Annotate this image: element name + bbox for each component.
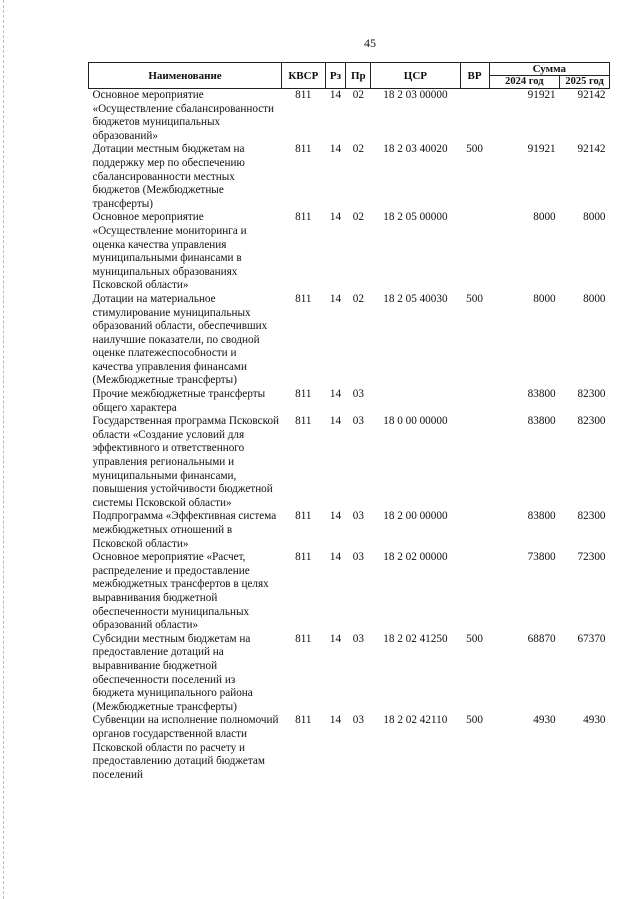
row-pr: 02 (352, 89, 364, 101)
row-rz: 14 (329, 632, 342, 645)
row-name: Подпрограмма «Эффективная система межбюджетных отношений в Псковской области» (92, 510, 277, 550)
table-row (89, 293, 610, 388)
header-pr: Пр (346, 63, 371, 89)
row-rz: 14 (329, 714, 342, 727)
row-name: Основное мероприятие «Осуществление сбалансированности бюджетов муниципальных образований» (92, 89, 275, 142)
row-sum-2024: 91921 (527, 143, 556, 156)
table-row (89, 388, 610, 415)
row-sum-2024: 4930 (533, 714, 556, 727)
row-name: Субсидии местным бюджетам на предоставление дотаций на выравнивание бюджетной обеспеченности поселений из бюджета муниципального района (Межбюджетные трансферты) (92, 632, 253, 713)
row-pr: 02 (352, 143, 364, 156)
row-sum-2025: 92142 (577, 143, 606, 156)
row-pr: 02 (352, 211, 364, 224)
row-csr: 18 2 02 00000 (383, 551, 448, 564)
row-sum-2025: 72300 (577, 551, 606, 564)
header-vr: ВР (460, 63, 489, 89)
row-rz: 14 (329, 211, 342, 224)
row-kvsr: 811 (295, 292, 312, 305)
row-rz: 14 (329, 292, 342, 305)
row-sum-2024: 83800 (527, 388, 556, 401)
table-row (89, 633, 610, 715)
row-pr: 02 (352, 292, 364, 305)
row-vr (460, 388, 489, 415)
row-sum-2025: 82300 (577, 388, 606, 401)
row-name: Прочие межбюджетные трансферты общего характера (92, 388, 266, 414)
row-name: Дотации на материальное стимулирование муниципальных образований области, обеспечивших наилучшие показатели, по сводной оценке платежеспособности и качества управления финансами (Межбюджетные трансферты) (92, 292, 268, 387)
row-csr: 18 2 02 41250 (383, 632, 448, 645)
row-sum-2024: 83800 (527, 415, 556, 428)
row-kvsr: 811 (295, 551, 312, 564)
row-csr: 18 0 00 00000 (383, 415, 448, 428)
row-kvsr: 811 (295, 388, 312, 401)
row-name: Основное мероприятие «Осуществление мониторинга и оценка качества управления муниципальными финансами в муниципальных образованиях Псковской области» (92, 211, 247, 292)
row-sum-2024: 91921 (527, 89, 556, 101)
page-number: 45 (364, 36, 376, 50)
table-row (89, 714, 610, 782)
row-rz: 14 (329, 89, 342, 101)
row-kvsr: 811 (295, 714, 312, 727)
row-vr (460, 89, 489, 144)
row-sum-2025: 82300 (577, 415, 606, 428)
row-sum-2025: 67370 (577, 632, 606, 645)
table-row (89, 415, 610, 510)
row-pr: 03 (352, 551, 364, 564)
row-sum-2024: 8000 (533, 292, 556, 305)
row-rz: 14 (329, 510, 342, 523)
row-vr: 500 (466, 714, 483, 727)
row-sum-2025: 8000 (583, 211, 606, 224)
table-row (89, 551, 610, 633)
row-sum-2024: 83800 (527, 510, 556, 523)
table-row (89, 89, 610, 144)
row-rz: 14 (329, 388, 342, 401)
left-margin-line (3, 0, 5, 899)
row-vr: 500 (466, 292, 483, 305)
row-csr: 18 2 03 40020 (383, 143, 448, 156)
row-kvsr: 811 (295, 89, 312, 101)
budget-table (88, 62, 610, 782)
header-year-2025: 2025 год (560, 76, 610, 89)
row-sum-2024: 73800 (527, 551, 556, 564)
row-pr: 03 (352, 388, 364, 401)
row-name: Дотации местным бюджетам на поддержку мер по обеспечению сбалансированности местных бюджетов (Межбюджетные трансферты) (92, 143, 245, 210)
table-row (89, 143, 610, 211)
row-csr: 18 2 00 00000 (383, 510, 448, 523)
row-rz: 14 (329, 143, 342, 156)
row-sum-2025: 4930 (583, 714, 606, 727)
row-csr (371, 388, 460, 415)
row-rz: 14 (329, 551, 342, 564)
row-vr (460, 211, 489, 293)
header-name: Наименование (89, 63, 282, 89)
row-kvsr: 811 (295, 510, 312, 523)
table-row (89, 510, 610, 551)
row-sum-2024: 8000 (533, 211, 556, 224)
header-rz: Рз (325, 63, 346, 89)
row-sum-2025: 92142 (577, 89, 606, 101)
row-name: Субвенции на исполнение полномочий органов государственной власти Псковской области по расчету и предоставлению дотаций бюджетам поселений (92, 714, 279, 781)
row-kvsr: 811 (295, 632, 312, 645)
row-csr: 18 2 03 00000 (383, 89, 448, 101)
row-pr: 03 (352, 632, 364, 645)
row-pr: 03 (352, 510, 364, 523)
row-vr: 500 (466, 143, 483, 156)
row-pr: 03 (352, 415, 364, 428)
row-kvsr: 811 (295, 211, 312, 224)
header-sum: Сумма (489, 63, 609, 76)
row-csr: 18 2 05 40030 (383, 292, 448, 305)
row-vr (460, 415, 489, 510)
table-row (89, 211, 610, 293)
row-sum-2025: 82300 (577, 510, 606, 523)
row-name: Государственная программа Псковской области «Создание условий для эффективного и ответственного управления региональными и муниципальными финансами, повышения устойчивости бюджетной системы Псковской области» (92, 415, 280, 509)
row-vr (460, 551, 489, 633)
row-vr: 500 (466, 632, 483, 645)
row-kvsr: 811 (295, 415, 312, 428)
row-csr: 18 2 02 42110 (383, 714, 448, 727)
row-sum-2024: 68870 (527, 632, 556, 645)
header-csr: ЦСР (371, 63, 460, 89)
row-name: Основное мероприятие «Расчет, распределение и предоставление межбюджетных трансфертов в целях выравнивания бюджетной обеспеченности муниципальных образований области» (92, 551, 269, 632)
row-csr: 18 2 05 00000 (383, 211, 448, 224)
row-rz: 14 (329, 415, 342, 428)
table-body (89, 89, 610, 783)
row-vr (460, 510, 489, 551)
row-kvsr: 811 (295, 143, 312, 156)
row-sum-2025: 8000 (583, 292, 606, 305)
row-pr: 03 (352, 714, 364, 727)
header-year-2024: 2024 год (489, 76, 560, 89)
header-kvsr: КВСР (282, 63, 326, 89)
